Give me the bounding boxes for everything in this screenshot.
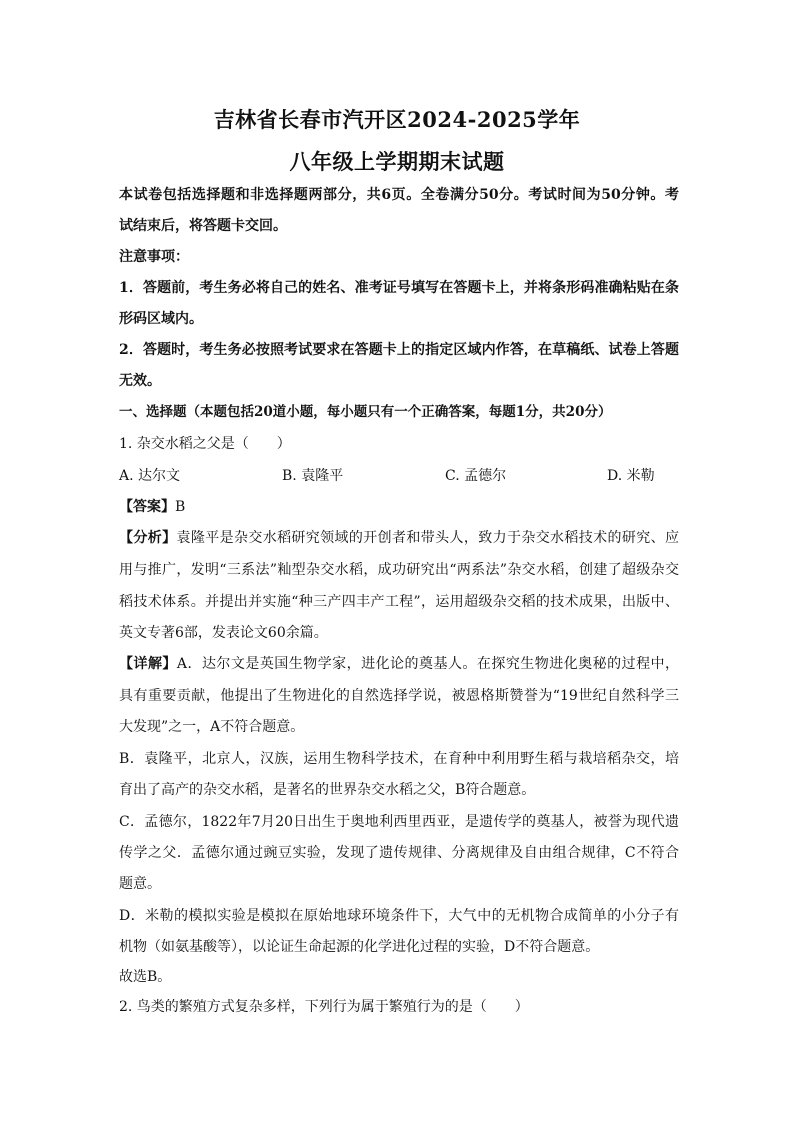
notes-item-1-line-1: 1．答题前，考生务必将自己的姓名、准考证号填写在答题卡上，并将条形码准确粘贴在条 xyxy=(119,280,679,296)
analysis-text: 袁隆平是杂交水稻研究领域的开创者和带头人，致力于杂交水稻技术的研究、应 xyxy=(176,530,680,546)
question-1-detail-c-line-3: 题意。 xyxy=(119,876,161,892)
question-1-conclusion: 故选B。 xyxy=(119,969,172,985)
question-1-answer xyxy=(119,497,679,517)
notes-heading: 注意事项： xyxy=(119,249,189,265)
notes-item-2-line-1: 2．答题时，考生务必按照考试要求在答题卡上的指定区域内作答，在草稿纸、试卷上答题 xyxy=(119,342,679,358)
question-2-stem: 2. 鸟类的繁殖方式复杂多样，下列行为属于繁殖行为的是（ ） xyxy=(119,999,529,1015)
question-1-detail-c-line-2: 传学之父．孟德尔通过豌豆实验，发现了遗传规律、分离规律及自由组合规律，C不符合 xyxy=(119,845,679,861)
question-1-option-c: C. 孟德尔 xyxy=(445,468,507,484)
detail-label: 【详解】 xyxy=(119,656,177,672)
question-1-analysis-line-1 xyxy=(119,528,679,548)
detail-a-text: A．达尔文是英国生物学家，进化论的奠基人。在探究生物进化奥秘的过程中， xyxy=(176,656,680,672)
notes-item-2-line-2: 无效。 xyxy=(119,373,161,389)
intro-line-2: 试结束后，将答题卡交回。 xyxy=(119,218,287,234)
question-1-analysis-line-2: 用与推广，发明“三系法”籼型杂交水稻，成功研究出“两系法”杂交水稻，创建了超级杂交 xyxy=(119,562,679,578)
analysis-label: 【分析】 xyxy=(119,530,177,546)
question-1-detail-b-line-2: 育出了高产的杂交水稻，是著名的世界杂交水稻之父，B符合题意。 xyxy=(119,782,536,798)
notes-item-1-line-2: 形码区域内。 xyxy=(119,311,203,327)
question-1-detail-a-line-3: 大发现”之一，A不符合题意。 xyxy=(119,719,305,735)
exam-title: 吉林省长春市汽开区2024-2025学年 xyxy=(213,107,581,132)
question-1-analysis-line-4: 英文专著6部，发表论文60余篇。 xyxy=(119,625,328,641)
question-1-detail-d-line-2: 机物（如氨基酸等），以论证生命起源的化学进化过程的实验，D不符合题意。 xyxy=(119,939,600,955)
section-heading: 一、选择题（本题包括20道小题，每小题只有一个正确答案，每题1分，共20分） xyxy=(119,404,612,420)
question-1-analysis-line-3: 稻技术体系。并提出并实施“种三产四丰产工程”，运用超级杂交稻的技术成果，出版中、 xyxy=(119,594,679,610)
question-1-stem: 1. 杂交水稻之父是（ ） xyxy=(119,436,291,452)
intro-line-1: 本试卷包括选择题和非选择题两部分，共6页。全卷满分50分。考试时间为50分钟。考 xyxy=(119,187,679,203)
question-1-option-d: D. 米勒 xyxy=(607,468,655,484)
question-1-detail-b-line-1: B．袁隆平，北京人，汉族，运用生物科学技术，在育种中利用野生稻与栽培稻杂交，培 xyxy=(119,751,679,767)
question-1-option-a: A. 达尔文 xyxy=(119,468,181,484)
question-1-detail-c-line-1: C．孟德尔，1822年7月20日出生于奥地利西里西亚，是遗传学的奠基人，被誉为现代遗 xyxy=(119,814,679,830)
exam-subtitle: 八年级上学期期末试题 xyxy=(289,149,505,174)
question-1-option-b: B. 袁隆平 xyxy=(282,468,344,484)
answer-value: B xyxy=(175,499,186,515)
question-1-detail-a-line-2: 具有重要贡献，他提出了生物进化的自然选择学说，被恩格斯赞誉为“19世纪自然科学三 xyxy=(119,688,679,704)
question-1-detail-d-line-1: D．米勒的模拟实验是模拟在原始地球环境条件下，大气中的无机物合成简单的小分子有 xyxy=(119,908,679,924)
question-1-detail-a-line-1 xyxy=(119,654,679,674)
answer-label: 【答案】 xyxy=(119,499,175,515)
